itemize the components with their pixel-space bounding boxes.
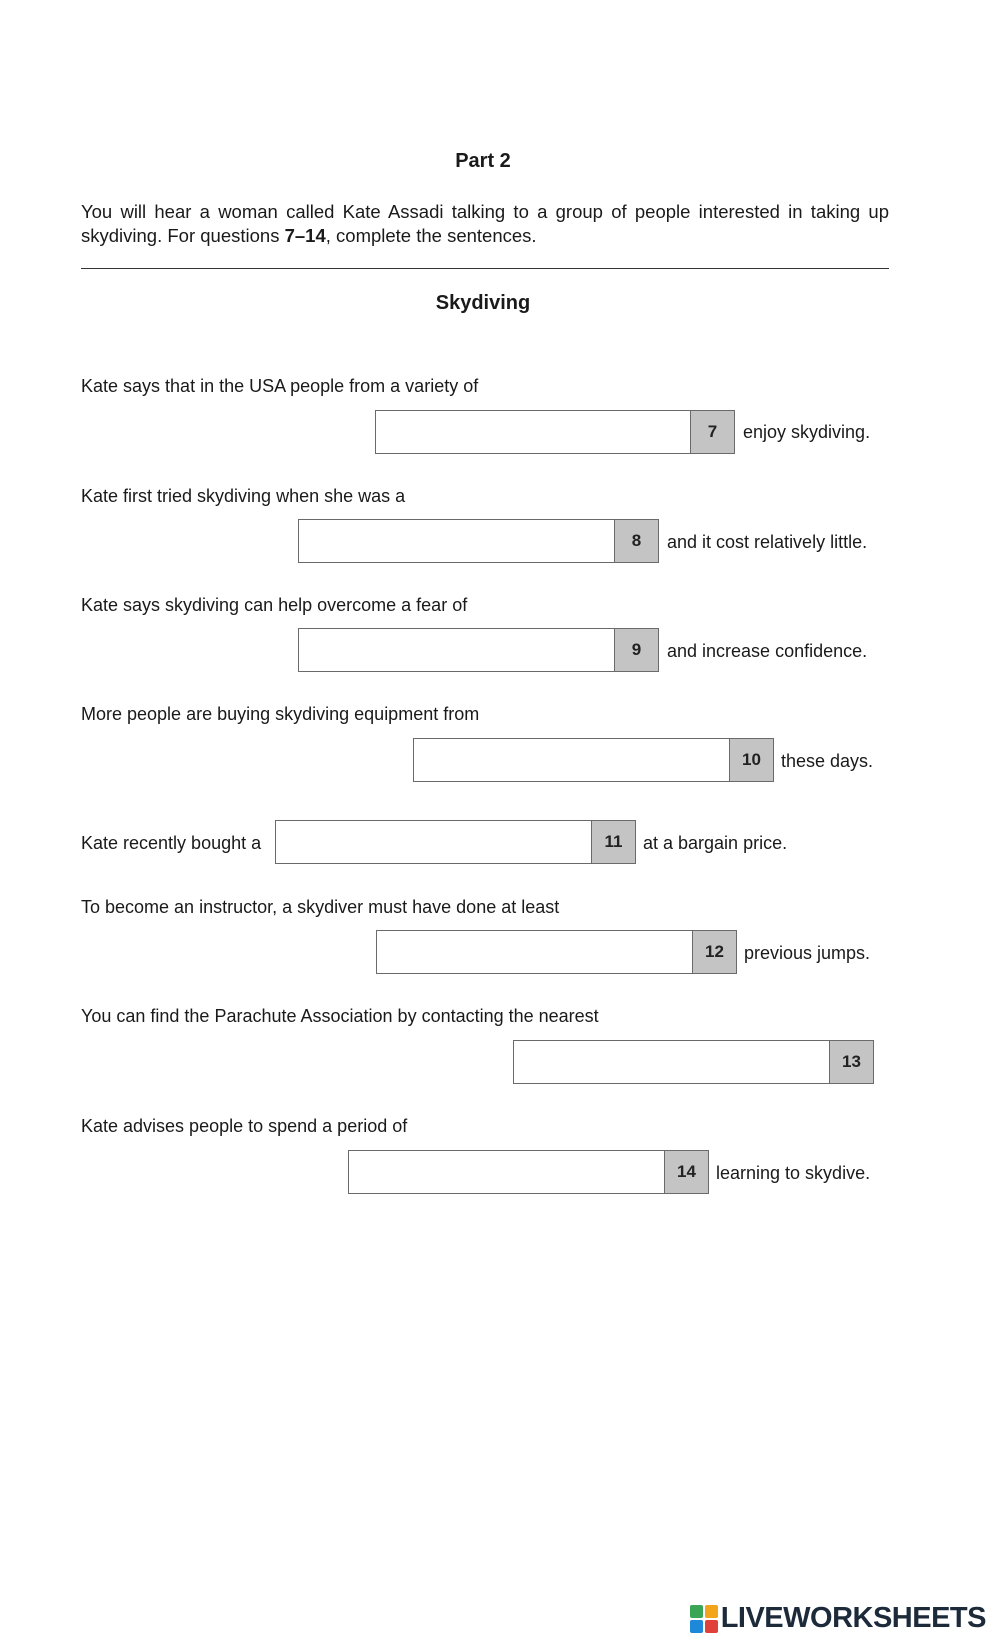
instructions-text-a: You will hear a woman called Kate Assadi talking to a group of people interested in taking up skydiving. For questions (81, 201, 889, 246)
question-12-prompt: To become an instructor, a skydiver must have done at least (81, 897, 560, 917)
instructions (81, 200, 889, 248)
question-10-prompt: More people are buying skydiving equipment from (81, 704, 480, 724)
logo-square-3 (690, 1620, 703, 1633)
question-14-prompt: Kate advises people to spend a period of (81, 1116, 408, 1136)
answer-input-7[interactable] (376, 411, 690, 453)
question-number-13: 13 (829, 1041, 873, 1083)
answer-input-9[interactable] (299, 629, 614, 671)
logo-square-4 (705, 1620, 718, 1633)
answer-input-12[interactable] (377, 931, 692, 973)
question-13-prompt: You can find the Parachute Association by contacting the nearest (81, 1006, 599, 1026)
answer-box-9 (298, 628, 659, 672)
liveworksheets-logo-icon (690, 1605, 718, 1633)
section-title: Skydiving (435, 292, 531, 314)
answer-input-8[interactable] (299, 520, 614, 562)
question-10-suffix: these days. (781, 751, 874, 771)
logo-square-2 (705, 1605, 718, 1618)
question-number-9: 9 (614, 629, 658, 671)
question-7-suffix: enjoy skydiving. (743, 422, 871, 442)
question-11-suffix: at a bargain price. (643, 833, 788, 853)
liveworksheets-logo-text: LIVEWORKSHEETS (720, 1602, 986, 1634)
question-number-7: 7 (690, 411, 734, 453)
answer-box-10 (413, 738, 774, 782)
answer-box-7 (375, 410, 735, 454)
answer-box-11 (275, 820, 636, 864)
liveworksheets-logo (690, 1602, 986, 1635)
part-title: Part 2 (455, 150, 511, 172)
answer-box-8 (298, 519, 659, 563)
instructions-text-b: , complete the sentences. (325, 225, 537, 246)
question-8-suffix: and it cost relatively little. (667, 532, 868, 552)
question-12-suffix: previous jumps. (744, 943, 871, 963)
question-number-11: 11 (591, 821, 635, 863)
answer-input-11[interactable] (276, 821, 591, 863)
question-9-suffix: and increase confidence. (667, 641, 868, 661)
answer-input-13[interactable] (514, 1041, 829, 1083)
answer-box-12 (376, 930, 737, 974)
answer-box-14 (348, 1150, 709, 1194)
divider (81, 268, 889, 269)
question-9-prompt: Kate says skydiving can help overcome a fear of (81, 595, 468, 615)
question-number-14: 14 (664, 1151, 708, 1193)
answer-box-13 (513, 1040, 874, 1084)
question-8-prompt: Kate first tried skydiving when she was a (81, 486, 406, 506)
question-number-8: 8 (614, 520, 658, 562)
question-14-suffix: learning to skydive. (716, 1163, 871, 1183)
question-7-prompt: Kate says that in the USA people from a variety of (81, 376, 479, 396)
question-11-prompt: Kate recently bought a (81, 833, 262, 853)
question-number-10: 10 (729, 739, 773, 781)
answer-input-10[interactable] (414, 739, 729, 781)
answer-input-14[interactable] (349, 1151, 664, 1193)
question-range: 7–14 (284, 225, 326, 246)
question-number-12: 12 (692, 931, 736, 973)
logo-square-1 (690, 1605, 703, 1618)
